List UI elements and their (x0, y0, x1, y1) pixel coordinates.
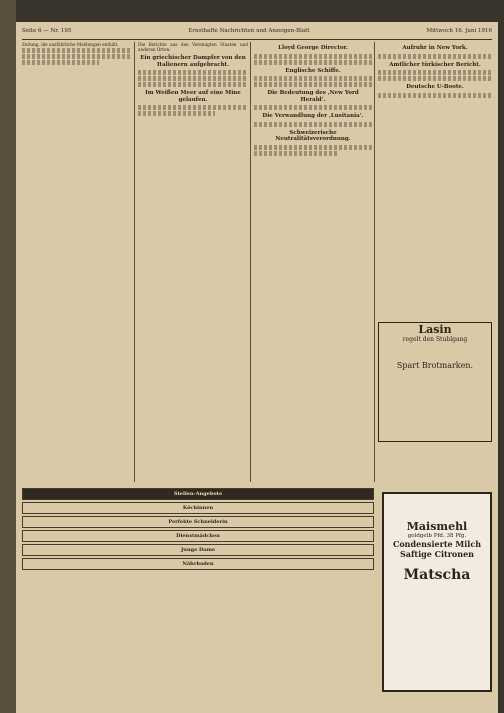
column-rule (250, 42, 251, 482)
column-2 (138, 42, 248, 484)
article-text: Zeitung, die ausführliche Meldungen enthält. (22, 42, 119, 47)
headline: Lloyd George Director. (278, 45, 348, 51)
column-rule (134, 42, 135, 482)
page-number: Seite 6 — Nr. 195 (22, 28, 72, 34)
newspaper-page (16, 22, 498, 713)
headline: Schweizerische Neutralitätsverordnung. (275, 129, 351, 142)
classified-ads: Stellen-Angebote Köchinnen Perfekte Schneiderin Dienstmädchen Junge Dame Nährboden (22, 486, 374, 572)
column-1 (22, 42, 132, 484)
lasin-ad: Lasin regelt den Stuhlgang Spart Brotmarken. (378, 322, 492, 442)
headline: Ein griechischer Dampfer von den Italienern aufgebracht. (140, 55, 246, 68)
headline: Deutsche U-Boote. (406, 84, 464, 90)
column-3 (254, 42, 372, 484)
headline: Die Verwandlung der ‚Lusitania‘. (262, 113, 364, 119)
maismehl-ad: Maismehl goldgelb Pfd. 38 Pfg. Condensierte Milch Saftige Citronen Matscha (382, 492, 492, 692)
page-header (22, 28, 492, 40)
headline: Amtlicher türkischer Bericht. (389, 61, 481, 68)
newspaper-title: Ernsthafte Nachrichten und Anzeigen-Blatt (188, 28, 310, 34)
headline: Aufruhr in New York. (402, 45, 468, 51)
headline: Englische Schiffe. (285, 67, 341, 74)
headline: Im Weißen Meer auf eine Mine gelaufen. (145, 90, 241, 103)
article-text: Die Berichte aus den Vereinigten Staaten und anderen Orten. (138, 42, 248, 53)
column-rule (374, 42, 375, 482)
scan-binding-edge (0, 0, 16, 713)
issue-date: Mittwoch 16. Juni 1916 (426, 28, 492, 34)
headline: Die Bedeutung des ‚New Yord Herald‘. (267, 90, 359, 103)
